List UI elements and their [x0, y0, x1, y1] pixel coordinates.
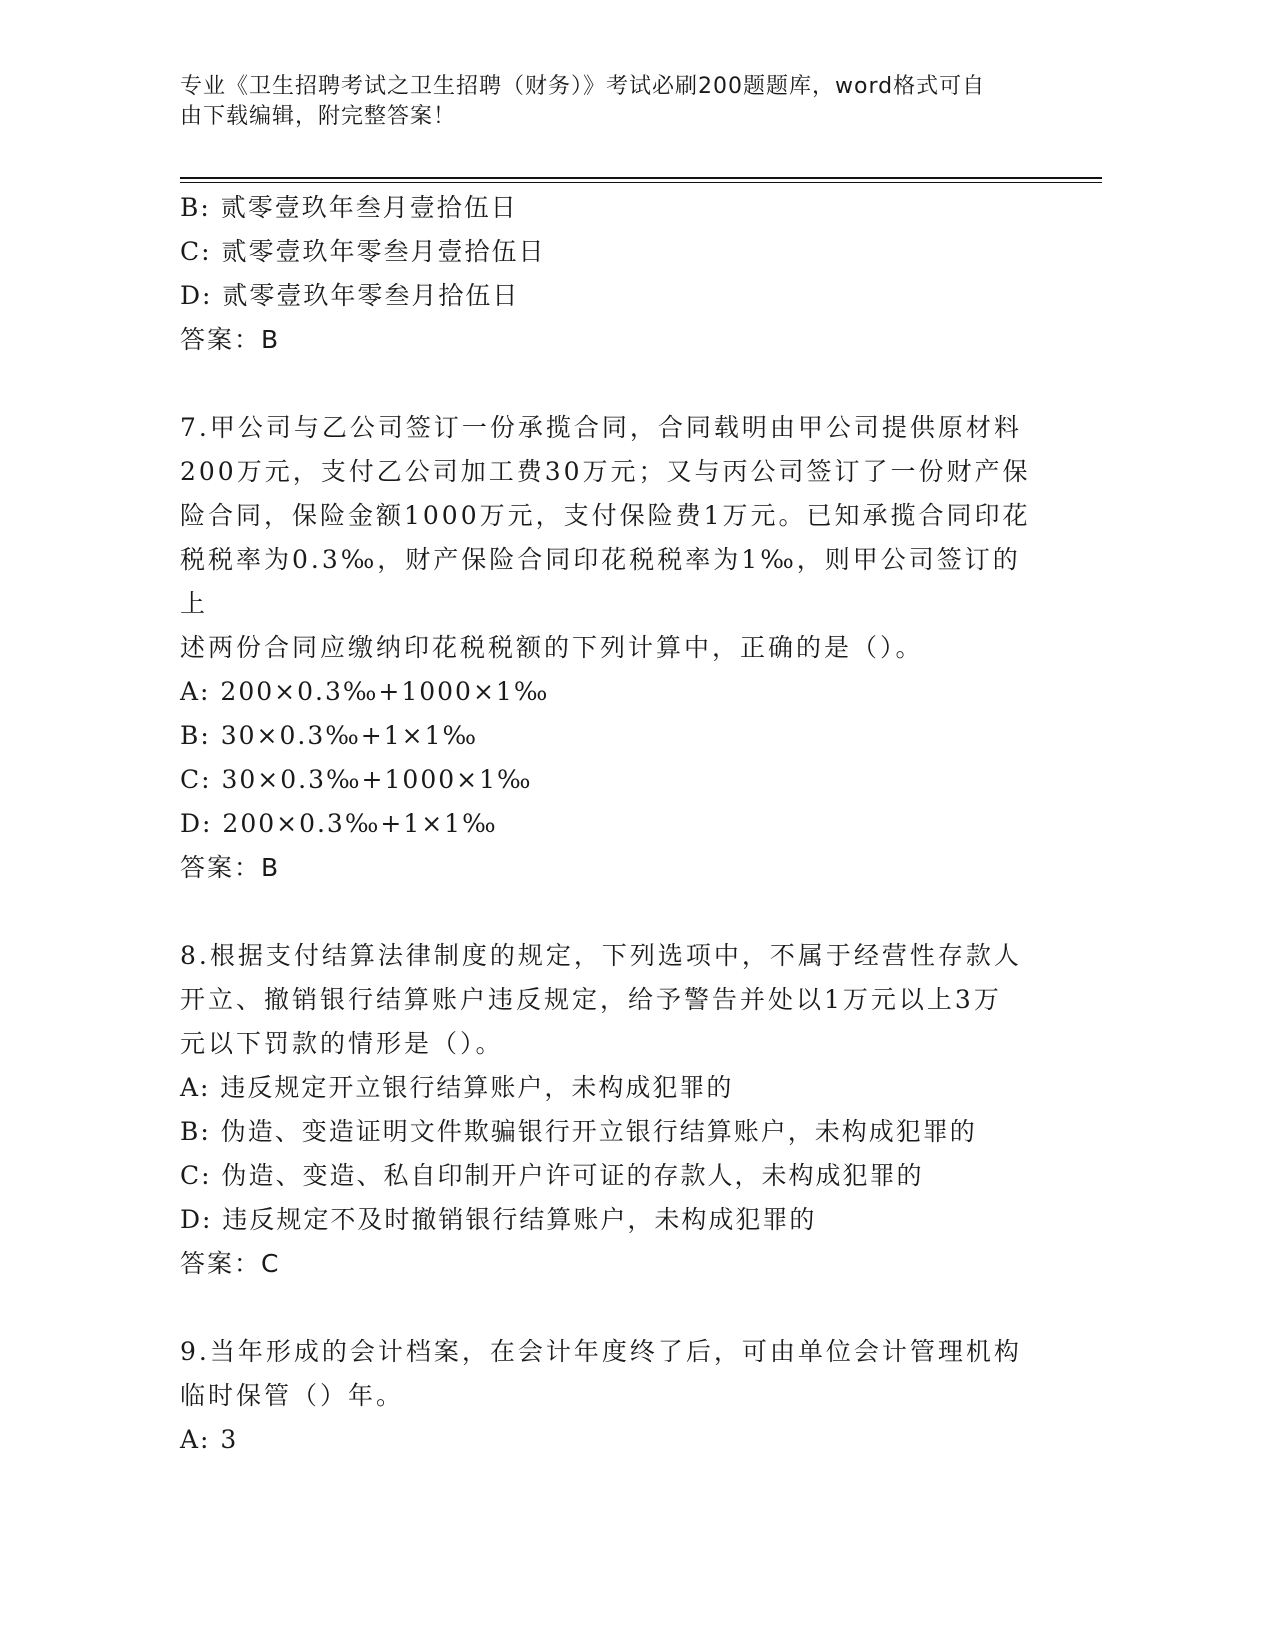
document-header: [180, 72, 1060, 132]
document-body: [180, 186, 1040, 1462]
question-text-line: 200万元，支付乙公司加工费30万元；又与丙公司签订了一份财产保: [180, 457, 1031, 486]
option-a: A: 200×0.3‰+1000×1‰: [180, 677, 550, 706]
question-text-line: 述两份合同应缴纳印花税税额的下列计算中，正确的是（）。: [180, 633, 924, 662]
spacer: [180, 362, 1040, 406]
option-c: C: 贰零壹玖年零叁月壹拾伍日: [180, 237, 546, 266]
question-text-line: 税税率为0.3‰，财产保险合同印花税税率为1‰，则甲公司签订的上: [180, 545, 1021, 618]
question-text-line: 9.当年形成的会计档案，在会计年度终了后，可由单位会计管理机构: [180, 1337, 1022, 1366]
question-7: [180, 406, 1040, 890]
option-d: D: 贰零壹玖年零叁月拾伍日: [180, 281, 520, 310]
answer-line: 答案：B: [180, 853, 281, 882]
option-d: D: 200×0.3‰+1×1‰: [180, 809, 498, 838]
option-b: B: 伪造、变造证明文件欺骗银行开立银行结算账户，未构成犯罪的: [180, 1117, 977, 1146]
option-b: B: 贰零壹玖年叁月壹拾伍日: [180, 193, 518, 222]
option-c: C: 30×0.3‰+1000×1‰: [180, 765, 533, 794]
question-9: [180, 1330, 1040, 1462]
question-8: [180, 934, 1040, 1286]
option-d: D: 违反规定不及时撤销银行结算账户，未构成犯罪的: [180, 1205, 817, 1234]
option-b: B: 30×0.3‰+1×1‰: [180, 721, 479, 750]
option-c: C: 伪造、变造、私自印制开户许可证的存款人，未构成犯罪的: [180, 1161, 924, 1190]
question-text-line: 8.根据支付结算法律制度的规定，下列选项中，不属于经营性存款人: [180, 941, 1022, 970]
spacer: [180, 1286, 1040, 1330]
answer-line: 答案：C: [180, 1249, 281, 1278]
question-text-line: 险合同，保险金额1000万元，支付保险费1万元。已知承揽合同印花: [180, 501, 1031, 530]
question-6-continued: [180, 186, 1040, 362]
question-text-line: 7.甲公司与乙公司签订一份承揽合同，合同载明由甲公司提供原材料: [180, 413, 1022, 442]
question-text-line: 临时保管（）年。: [180, 1381, 405, 1410]
question-text-line: 开立、撤销银行结算账户违反规定，给予警告并处以1万元以上3万: [180, 985, 1002, 1014]
answer-line: 答案：B: [180, 325, 281, 354]
spacer: [180, 890, 1040, 934]
option-a: A: 违反规定开立银行结算账户，未构成犯罪的: [180, 1073, 734, 1102]
header-line-2: 由下载编辑，附完整答案！: [180, 104, 457, 129]
header-rule-thin: [180, 182, 1102, 183]
header-line-1: 专业《卫生招聘考试之卫生招聘（财务）》考试必刷200题题库，word格式可自: [180, 74, 986, 99]
option-a: A: 3: [180, 1425, 239, 1454]
header-rule-thick: [180, 177, 1102, 179]
question-text-line: 元以下罚款的情形是（）。: [180, 1029, 504, 1058]
